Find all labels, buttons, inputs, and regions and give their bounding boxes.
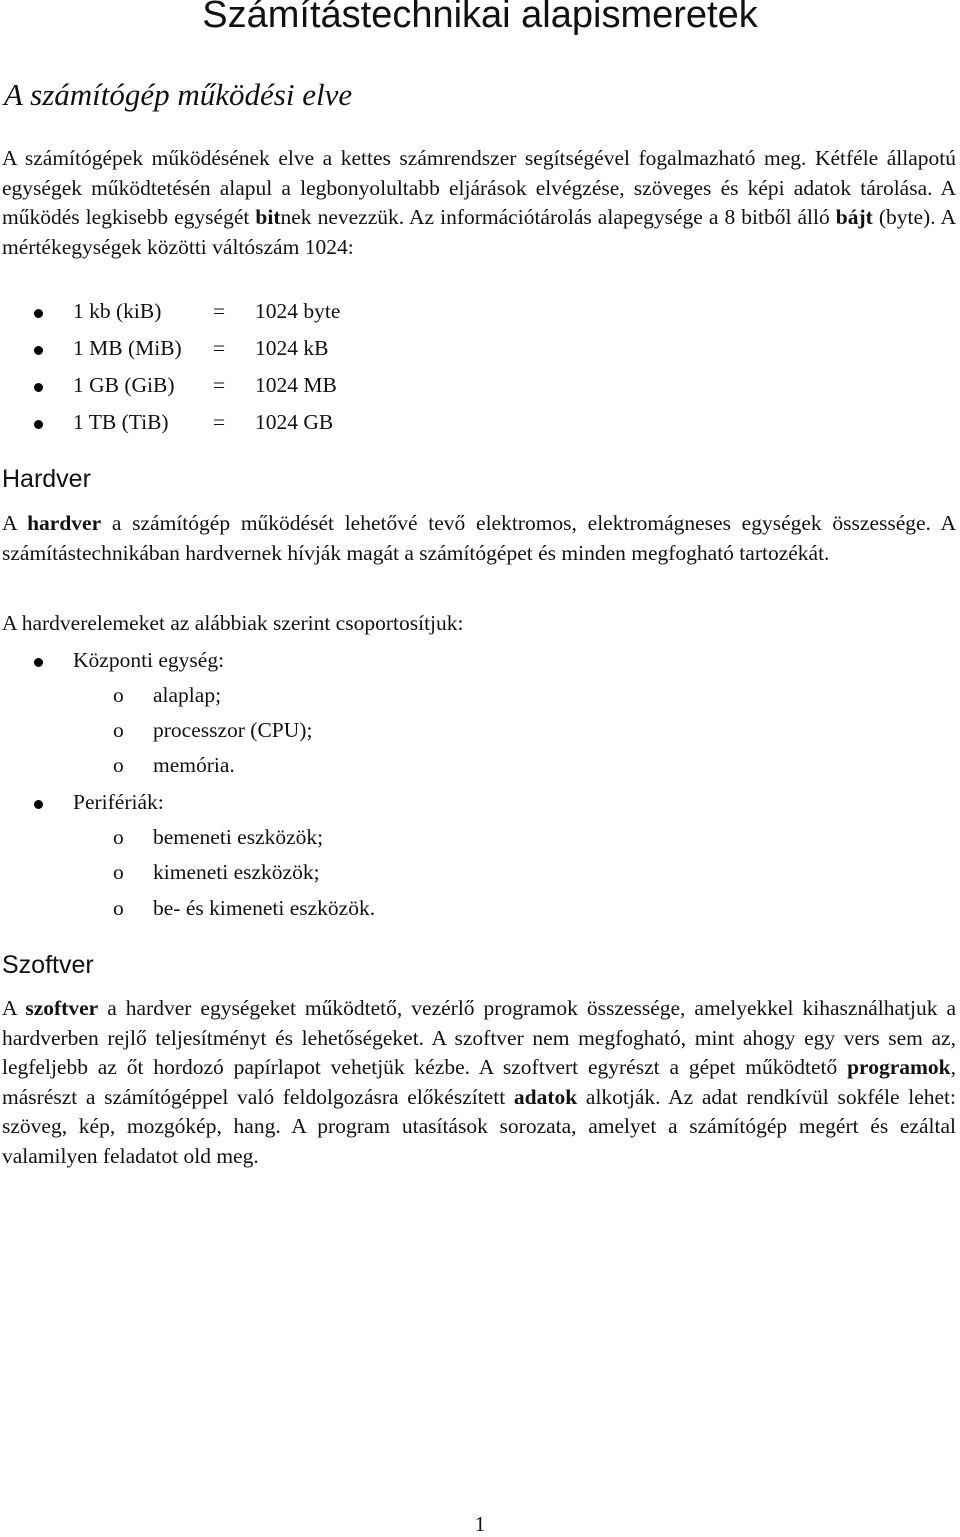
group-label: Perifériák:	[73, 790, 164, 814]
bullet-icon	[34, 346, 43, 355]
unit-value: 1024 MB	[255, 373, 337, 397]
section-heading-hardware: Hardver	[2, 465, 91, 493]
page-title: Számítástechnikai alapismeretek	[202, 0, 758, 36]
unit-value: 1024 byte	[255, 299, 341, 323]
circle-bullet-icon: o	[113, 896, 124, 920]
sub-item-label: bemeneti eszközök;	[153, 825, 324, 849]
text-run: alkotják. Az adat rendkívül sokféle lehet: szöveg, kép, mozgókép, hang. A program utasítások sorozata, amelyet a számítógép megért és ezáltal valamilyen feladatot old meg.	[2, 1084, 956, 1168]
page-number: 1	[474, 1512, 486, 1536]
sub-item-label: processzor (CPU);	[153, 718, 313, 742]
sub-item-label: alaplap;	[153, 683, 222, 707]
term-hardver: hardver	[27, 511, 102, 535]
circle-bullet-icon: o	[113, 683, 124, 707]
sub-item-label: be- és kimeneti eszközök.	[153, 896, 376, 920]
equals-sign: =	[213, 299, 226, 323]
bullet-icon	[34, 309, 43, 318]
term-szoftver: szoftver	[25, 996, 99, 1020]
bullet-icon	[34, 658, 43, 667]
text-run: nek nevezzük. Az információtárolás alapegysége a 8 bitből álló	[280, 205, 836, 229]
circle-bullet-icon: o	[113, 825, 124, 849]
text-run: (byte). A mértékegységek közötti váltószám 1024:	[2, 205, 956, 259]
unit-value: 1024 kB	[255, 336, 329, 360]
text-run: a hardver egységeket működtető, vezérlő programok összessége, amelyekkel kihasználhatjuk a hardverben rejlő teljesítményt és lehetőségeket. A szoftver nem megfogható, mint ahogy egy vers sem az, legfeljebb az őt hordozó papírlapot vehetjük kézbe. A szoftvert egyrészt a gépet működtető	[2, 996, 956, 1079]
text-run: A	[2, 511, 28, 535]
unit-value: 1024 GB	[255, 410, 334, 434]
text-run: A	[2, 996, 26, 1020]
paragraph-hardware-intro: A hardverelemeket az alábbiak szerint csoportosítjuk:	[2, 611, 464, 635]
circle-bullet-icon: o	[113, 753, 124, 777]
equals-sign: =	[213, 373, 226, 397]
circle-bullet-icon: o	[113, 718, 124, 742]
bullet-icon	[34, 800, 43, 809]
bullet-icon	[34, 383, 43, 392]
paragraph-working-principle	[2, 144, 956, 262]
unit-name: 1 GB (GiB)	[73, 373, 175, 397]
equals-sign: =	[213, 410, 226, 434]
text-run: A számítógépek működésének elve a kettes számrendszer segítségével fogalmazható meg. Kétféle állapotú egységek működtetésén alapul a legbonyolultabb eljárások elvégzése, szöveges és képi adatok tárolása. A működés legkisebb egységét	[2, 146, 956, 229]
paragraph-hardware	[2, 509, 956, 568]
circle-bullet-icon: o	[113, 860, 124, 884]
term-bajt: bájt	[835, 205, 873, 229]
paragraph-software	[2, 994, 956, 1171]
term-adatok: adatok	[513, 1084, 578, 1109]
sub-item-label: kimeneti eszközök;	[153, 860, 320, 884]
section-heading-working-principle: A számítógép működési elve	[4, 77, 353, 112]
term-programok: programok	[847, 1055, 951, 1079]
text-run: a számítógép működését lehetővé tevő elektromos, elektromágneses egységek összessége. A számítástechnikában hardvernek hívják magát a számítógépet és minden megfogható tartozékát.	[2, 511, 957, 565]
group-label: Központi egység:	[73, 648, 225, 672]
sub-item-label: memória.	[153, 753, 235, 777]
equals-sign: =	[213, 336, 226, 360]
section-heading-software: Szoftver	[2, 951, 94, 979]
bullet-icon	[34, 420, 43, 429]
term-bit: bit	[255, 205, 281, 229]
unit-name: 1 MB (MiB)	[73, 336, 182, 360]
unit-name: 1 kb (kiB)	[73, 299, 162, 323]
text-run: , másrészt a számítógéppel való feldolgozásra előkészített	[2, 1055, 956, 1109]
unit-name: 1 TB (TiB)	[73, 410, 169, 434]
